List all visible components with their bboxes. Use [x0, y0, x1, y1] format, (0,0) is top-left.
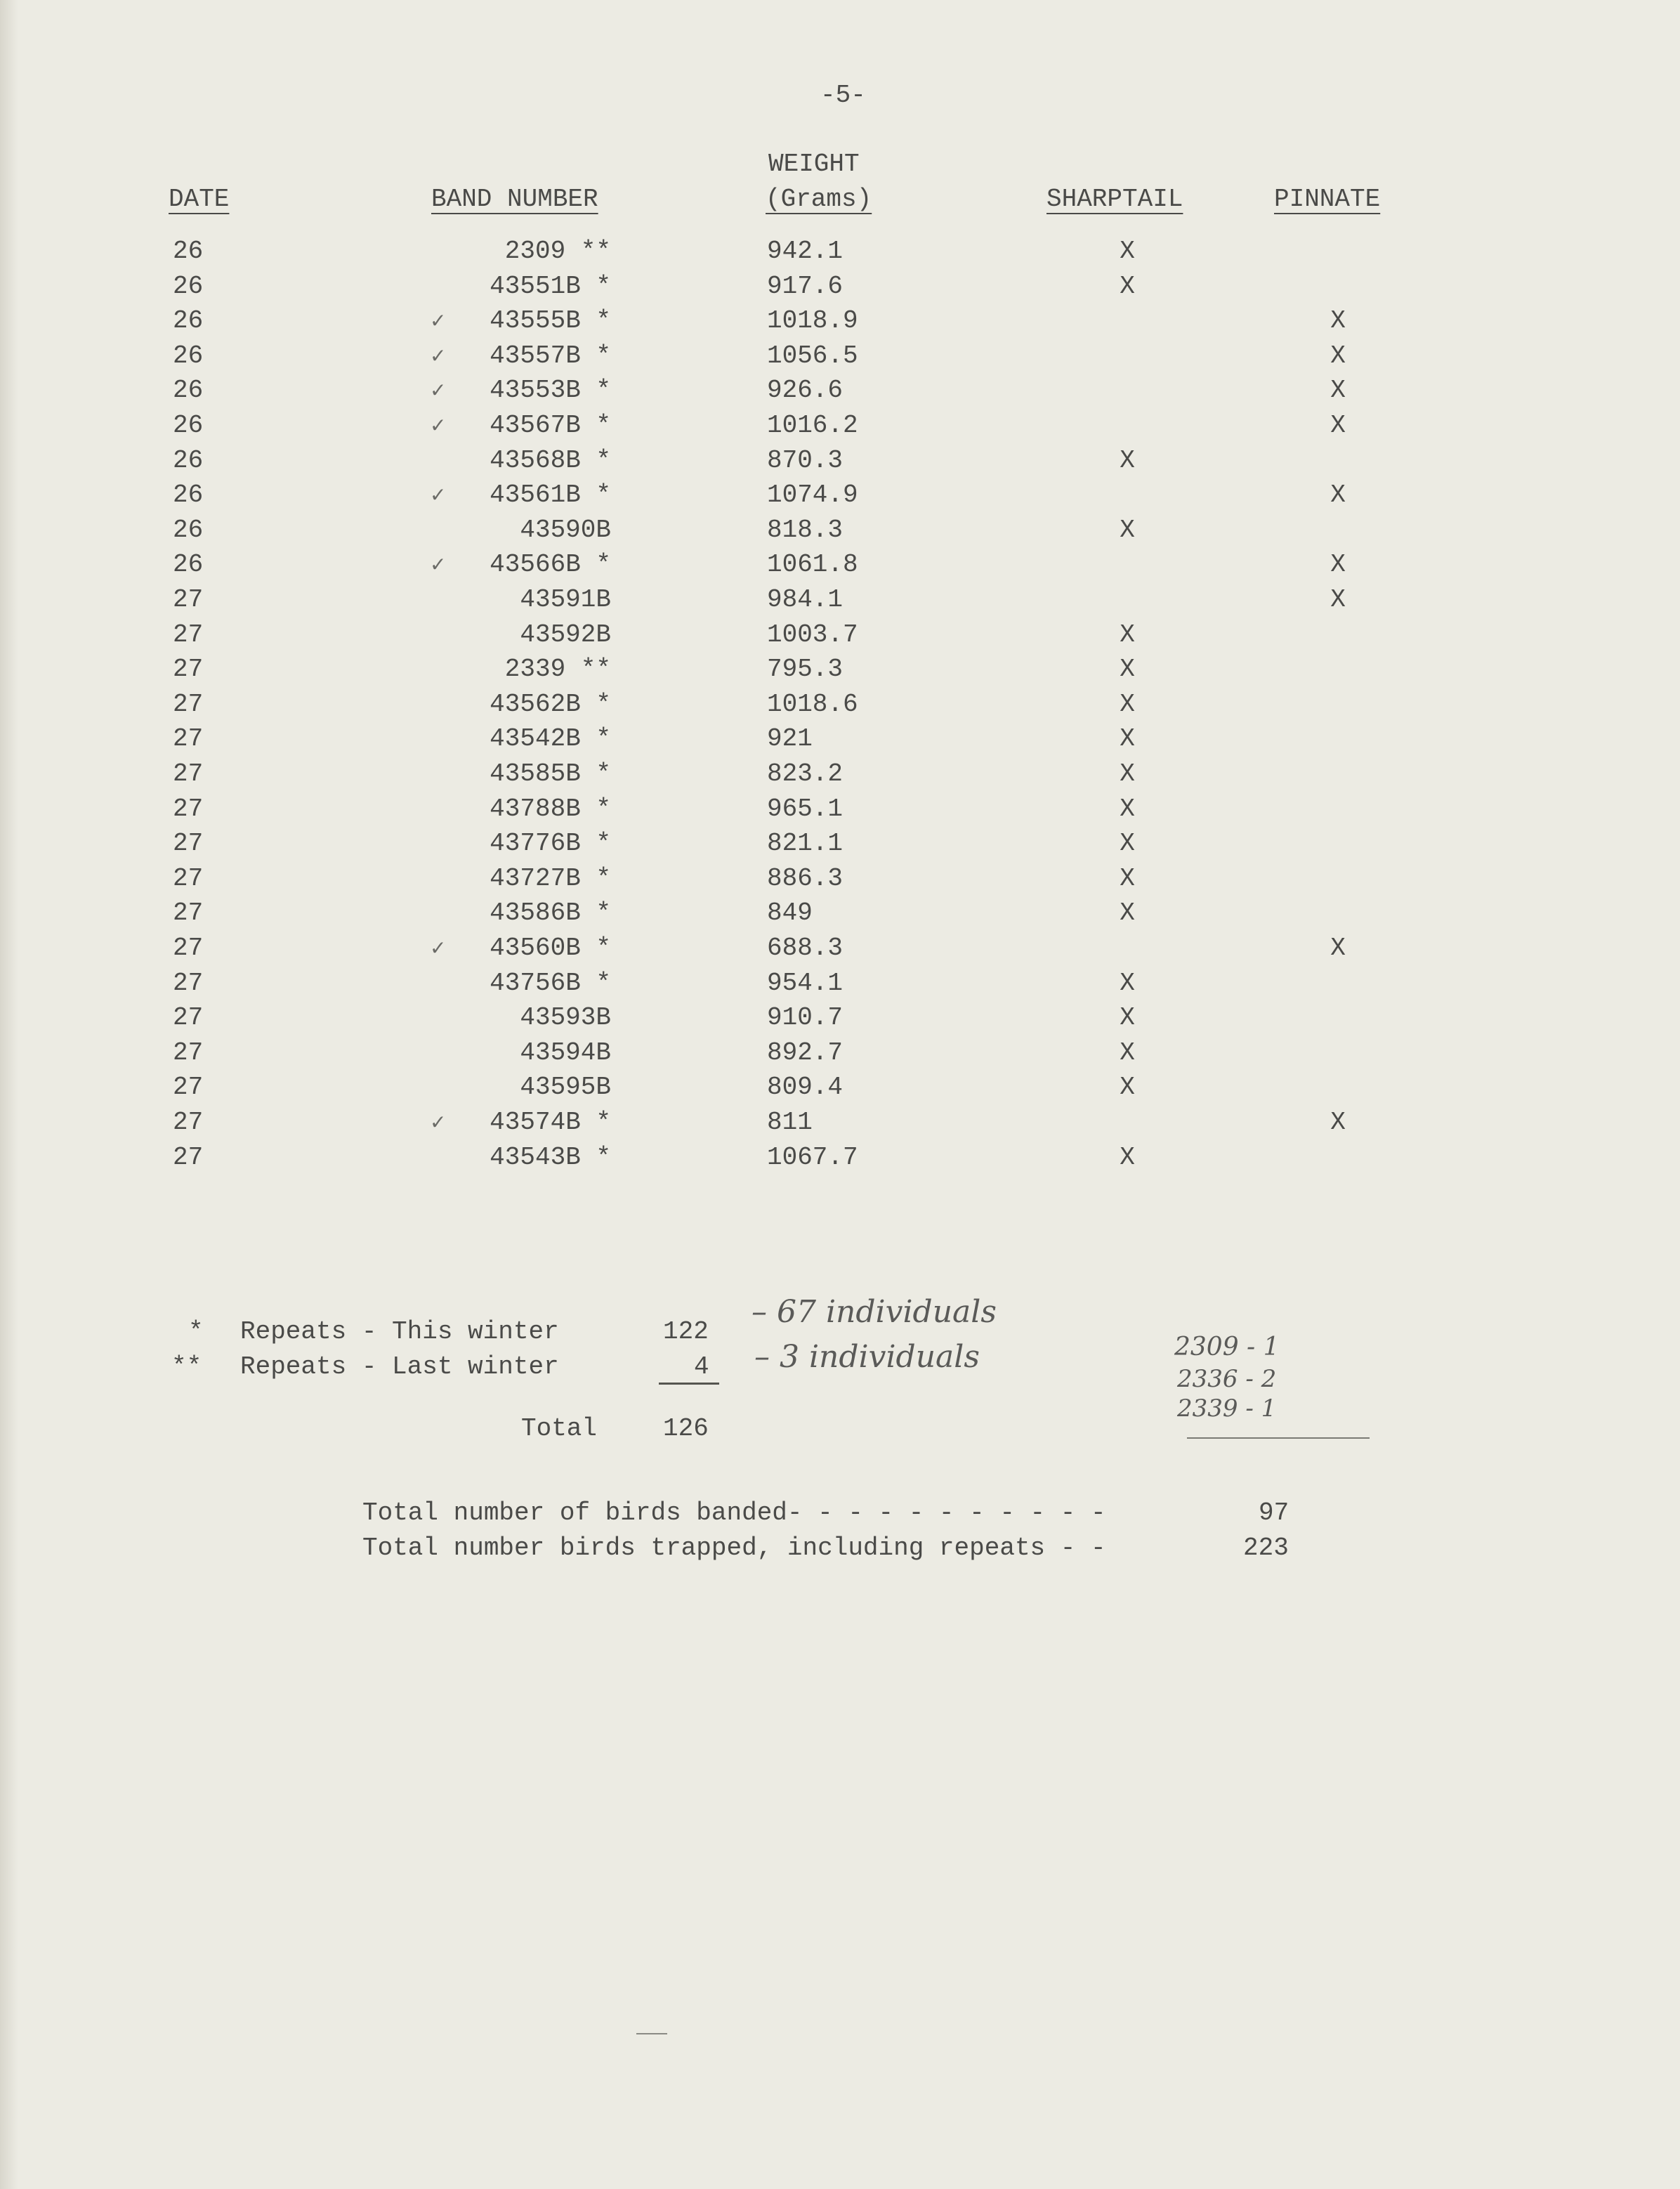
row-sharptail: X [1120, 795, 1135, 823]
row-sharptail: X [1120, 1003, 1135, 1032]
row-sharptail: X [1120, 724, 1135, 753]
row-weight: 1016.2 [767, 411, 858, 440]
footnote-note-2: – 3 individuals [754, 1339, 980, 1375]
row-band-number: 2339 ** [504, 655, 611, 684]
row-date: 27 [173, 690, 204, 719]
footnote-value-2: 4 [694, 1352, 709, 1381]
check-mark-icon: ✓ [430, 344, 447, 367]
row-date: 27 [173, 620, 204, 649]
header-band-number: BAND NUMBER [431, 185, 598, 214]
row-date: 27 [173, 1003, 204, 1032]
header-weight-unit: (Grams) [766, 185, 872, 214]
check-mark-icon: ✓ [430, 379, 447, 402]
row-weight: 886.3 [767, 864, 844, 893]
trapped-value: 223 [1243, 1534, 1289, 1562]
row-weight: 809.4 [767, 1073, 844, 1102]
row-date: 27 [173, 759, 204, 788]
row-weight: 1018.6 [767, 690, 858, 719]
row-band-number: 43592B [520, 620, 611, 649]
row-sharptail: X [1120, 272, 1135, 301]
row-pinnate: X [1330, 934, 1346, 962]
row-date: 26 [173, 272, 204, 301]
row-sharptail: X [1120, 1073, 1135, 1102]
row-pinnate: X [1330, 411, 1346, 440]
header-sharptail: SHARPTAIL [1046, 185, 1183, 214]
row-sharptail: X [1120, 829, 1135, 858]
row-weight: 942.1 [767, 237, 844, 266]
banded-value: 97 [1259, 1498, 1289, 1527]
row-pinnate: X [1330, 376, 1346, 405]
row-weight: 892.7 [767, 1038, 844, 1067]
row-weight: 1056.5 [767, 341, 858, 370]
row-weight: 818.3 [767, 516, 844, 544]
header-date: DATE [169, 185, 230, 214]
row-date: 27 [173, 969, 204, 998]
row-sharptail: X [1120, 446, 1135, 475]
row-date: 26 [173, 376, 204, 405]
row-weight: 870.3 [767, 446, 844, 475]
row-weight: 1003.7 [767, 620, 858, 649]
row-pinnate: X [1330, 1108, 1346, 1137]
row-date: 27 [173, 864, 204, 893]
row-pinnate: X [1330, 481, 1346, 509]
row-date: 27 [173, 1073, 204, 1102]
row-sharptail: X [1120, 516, 1135, 544]
row-date: 27 [173, 1108, 204, 1137]
row-band-number: 43585B * [490, 759, 611, 788]
row-weight: 910.7 [767, 1003, 844, 1032]
trapped-label: Total number birds trapped, including repeats - - [362, 1534, 1106, 1562]
page-number: -5- [820, 81, 866, 110]
check-mark-icon: ✓ [430, 1111, 447, 1134]
check-mark-icon: ✓ [430, 414, 447, 437]
row-weight: 1074.9 [767, 481, 858, 509]
row-date: 27 [173, 829, 204, 858]
row-sharptail: X [1120, 1143, 1135, 1172]
check-mark-icon: ✓ [430, 483, 447, 507]
row-pinnate: X [1330, 550, 1346, 579]
tally-line-3: 2339 - 1 [1177, 1394, 1277, 1423]
row-band-number: 43555B * [490, 306, 611, 335]
row-date: 27 [173, 724, 204, 753]
row-date: 27 [173, 1038, 204, 1067]
footnote-label-1: Repeats - This winter [240, 1317, 559, 1346]
row-band-number: 43788B * [490, 795, 611, 823]
row-date: 27 [173, 899, 204, 927]
check-mark-icon: ✓ [430, 936, 447, 960]
row-band-number: 43542B * [490, 724, 611, 753]
row-sharptail: X [1120, 969, 1135, 998]
row-weight: 688.3 [767, 934, 844, 962]
row-band-number: 43543B * [490, 1143, 611, 1172]
row-band-number: 43568B * [490, 446, 611, 475]
row-weight: 795.3 [767, 655, 844, 684]
tally-line-1: 2309 - 1 [1174, 1333, 1280, 1361]
row-weight: 984.1 [767, 585, 844, 614]
row-band-number: 43595B [520, 1073, 611, 1102]
footnote-mark-2: ** [171, 1352, 202, 1381]
check-mark-icon: ✓ [430, 553, 447, 576]
row-sharptail: X [1120, 864, 1135, 893]
row-sharptail: X [1120, 655, 1135, 684]
row-sharptail: X [1120, 899, 1135, 927]
row-weight: 1067.7 [767, 1143, 858, 1172]
total-value: 126 [663, 1414, 709, 1443]
row-band-number: 43557B * [490, 341, 611, 370]
row-weight: 823.2 [767, 759, 844, 788]
row-date: 27 [173, 934, 204, 962]
row-sharptail: X [1120, 620, 1135, 649]
row-band-number: 43566B * [490, 550, 611, 579]
row-date: 26 [173, 306, 204, 335]
row-band-number: 2309 ** [504, 237, 611, 266]
row-weight: 921 [767, 724, 813, 753]
check-mark-icon: ✓ [430, 309, 447, 332]
row-band-number: 43586B * [490, 899, 611, 927]
row-band-number: 43727B * [490, 864, 611, 893]
row-weight: 926.6 [767, 376, 844, 405]
row-date: 27 [173, 795, 204, 823]
row-weight: 1061.8 [767, 550, 858, 579]
footnote-label-2: Repeats - Last winter [240, 1352, 559, 1381]
row-weight: 965.1 [767, 795, 844, 823]
banded-label: Total number of birds banded- - - - - - - - - - - [362, 1498, 1106, 1527]
row-date: 26 [173, 341, 204, 370]
row-band-number: 43591B [520, 585, 611, 614]
row-band-number: 43562B * [490, 690, 611, 719]
total-label: Total [521, 1414, 598, 1443]
row-band-number: 43561B * [490, 481, 611, 509]
row-band-number: 43593B [520, 1003, 611, 1032]
row-band-number: 43756B * [490, 969, 611, 998]
row-date: 26 [173, 550, 204, 579]
paper-edge [0, 0, 18, 2189]
row-date: 27 [173, 585, 204, 614]
row-weight: 821.1 [767, 829, 844, 858]
row-weight: 811 [767, 1108, 813, 1137]
sum-rule [659, 1383, 719, 1385]
row-date: 27 [173, 655, 204, 684]
row-pinnate: X [1330, 341, 1346, 370]
row-band-number: 43560B * [490, 934, 611, 962]
row-sharptail: X [1120, 1038, 1135, 1067]
row-band-number: 43567B * [490, 411, 611, 440]
row-sharptail: X [1120, 690, 1135, 719]
header-pinnate: PINNATE [1274, 185, 1381, 214]
row-band-number: 43594B [520, 1038, 611, 1067]
row-date: 26 [173, 446, 204, 475]
row-band-number: 43776B * [490, 829, 611, 858]
row-date: 27 [173, 1143, 204, 1172]
stray-mark [636, 2033, 667, 2034]
tally-line-2: 2336 - 2 [1177, 1365, 1277, 1393]
footnote-note-1: – 67 individuals [752, 1294, 997, 1330]
row-band-number: 43551B * [490, 272, 611, 301]
row-pinnate: X [1330, 306, 1346, 335]
footnote-value-1: 122 [663, 1317, 709, 1346]
row-sharptail: X [1120, 237, 1135, 266]
row-weight: 917.6 [767, 272, 844, 301]
row-weight: 954.1 [767, 969, 844, 998]
row-date: 26 [173, 411, 204, 440]
tally-rule [1187, 1437, 1370, 1439]
footnote-mark-1: * [188, 1317, 204, 1346]
row-pinnate: X [1330, 585, 1346, 614]
row-weight: 1018.9 [767, 306, 858, 335]
row-date: 26 [173, 237, 204, 266]
header-weight: WEIGHT [768, 150, 860, 178]
row-band-number: 43574B * [490, 1108, 611, 1137]
row-band-number: 43590B [520, 516, 611, 544]
row-band-number: 43553B * [490, 376, 611, 405]
row-date: 26 [173, 516, 204, 544]
row-weight: 849 [767, 899, 813, 927]
row-date: 26 [173, 481, 204, 509]
row-sharptail: X [1120, 759, 1135, 788]
